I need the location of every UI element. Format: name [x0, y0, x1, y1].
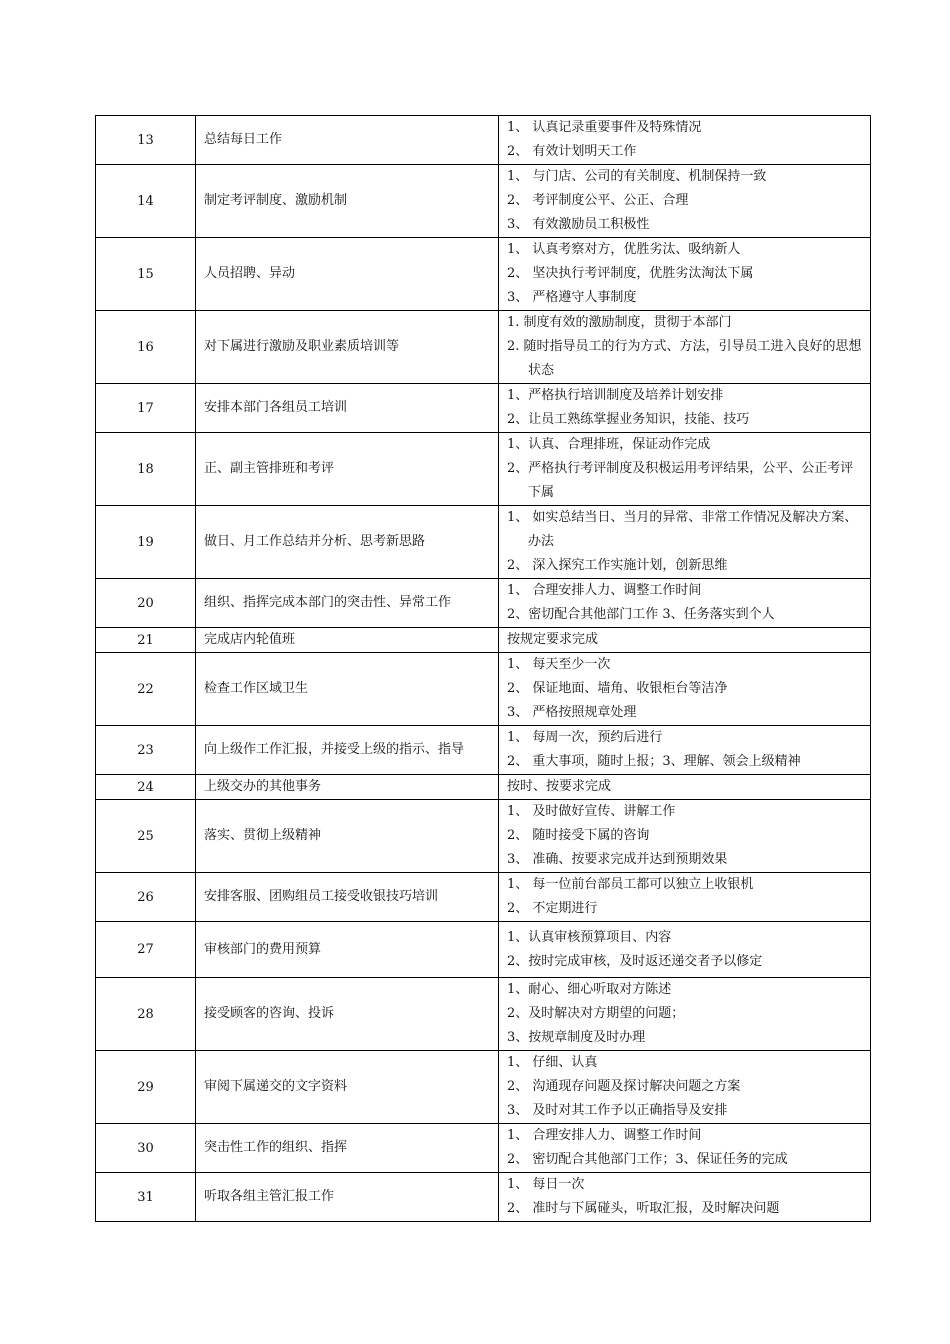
standard-item: 1、 每一位前台部员工都可以独立上收银机 — [507, 877, 754, 892]
standard-item: 3、 严格按照规章处理 — [507, 705, 637, 720]
task-description: 完成店内轮值班 — [196, 628, 499, 653]
standard-cell — [499, 653, 871, 726]
standard-item: 2、密切配合其他部门工作 3、任务落实到个人 — [507, 607, 775, 622]
standard-item: 1、认真、合理排班，保证动作完成 — [507, 437, 711, 452]
row-number: 16 — [96, 311, 196, 384]
table-row — [96, 873, 871, 922]
task-description: 上级交办的其他事务 — [196, 775, 499, 800]
row-number: 13 — [96, 116, 196, 165]
standard-cell — [499, 800, 871, 873]
standard-cell — [499, 579, 871, 628]
standard-item: 2、 保证地面、墙角、收银柜台等洁净 — [507, 681, 728, 696]
task-description: 听取各组主管汇报工作 — [196, 1173, 499, 1222]
row-number: 22 — [96, 653, 196, 726]
standard-item: 2、 准时与下属碰头，听取汇报，及时解决问题 — [507, 1201, 780, 1216]
standard-item: 1、 仔细、认真 — [507, 1055, 598, 1070]
standard-cell — [499, 384, 871, 433]
standard-item: 1、 合理安排人力、调整工作时间 — [507, 583, 702, 598]
table-row — [96, 628, 871, 653]
task-description: 审阅下属递交的文字资料 — [196, 1051, 499, 1124]
table-row — [96, 922, 871, 978]
row-number: 30 — [96, 1124, 196, 1173]
standard-cell — [499, 873, 871, 922]
task-description: 审核部门的费用预算 — [196, 922, 499, 978]
row-number: 23 — [96, 726, 196, 775]
standard-item: 2、 密切配合其他部门工作；3、保证任务的完成 — [507, 1152, 788, 1167]
standard-item: 1、认真审核预算项目、内容 — [507, 929, 672, 945]
standard-item: 2、让员工熟练掌握业务知识，技能、技巧 — [507, 412, 750, 427]
standard-item: 3、 有效激励员工积极性 — [507, 217, 650, 232]
task-description: 向上级作工作汇报，并接受上级的指示、指导 — [196, 726, 499, 775]
standard-item: 3、 严格遵守人事制度 — [507, 290, 637, 305]
table-row — [96, 1124, 871, 1173]
standard-item: 3、 准确、按要求完成并达到预期效果 — [507, 852, 728, 867]
table-row — [96, 1173, 871, 1222]
table-row — [96, 775, 871, 800]
standard-item: 3、按规章制度及时办理 — [507, 1030, 646, 1045]
standard-cell — [499, 1173, 871, 1222]
standard-cell — [499, 1051, 871, 1124]
standard-item: 3、 及时对其工作予以正确指导及安排 — [507, 1103, 728, 1118]
table-row — [96, 1051, 871, 1124]
standard-item: 2. 随时指导员工的行为方式、方法，引导员工进入良好的思想状态 — [507, 339, 862, 378]
standard-item: 1、 认真考察对方，优胜劣汰、吸纳新人 — [507, 242, 741, 257]
table-row — [96, 506, 871, 579]
row-number: 25 — [96, 800, 196, 873]
task-description: 对下属进行激励及职业素质培训等 — [196, 311, 499, 384]
standard-item: 2、 考评制度公平、公正、合理 — [507, 193, 689, 208]
table-row — [96, 800, 871, 873]
row-number: 24 — [96, 775, 196, 800]
task-description: 组织、指挥完成本部门的突击性、异常工作 — [196, 579, 499, 628]
table-row — [96, 653, 871, 726]
task-description: 安排本部门各组员工培训 — [196, 384, 499, 433]
row-number: 28 — [96, 978, 196, 1051]
standard-item: 1、 认真记录重要事件及特殊情况 — [507, 120, 702, 135]
table-row — [96, 165, 871, 238]
task-description: 正、副主管排班和考评 — [196, 433, 499, 506]
row-number: 27 — [96, 922, 196, 978]
table-row — [96, 726, 871, 775]
task-description: 检查工作区域卫生 — [196, 653, 499, 726]
standard-cell — [499, 311, 871, 384]
standard-item: 2、 坚决执行考评制度，优胜劣汰淘汰下属 — [507, 266, 754, 281]
task-description: 总结每日工作 — [196, 116, 499, 165]
task-description: 接受顾客的咨询、投诉 — [196, 978, 499, 1051]
standard-item: 1、耐心、细心听取对方陈述 — [507, 982, 672, 997]
row-number: 18 — [96, 433, 196, 506]
standard-cell — [499, 978, 871, 1051]
row-number: 17 — [96, 384, 196, 433]
standard-cell — [499, 922, 871, 978]
standard-item: 1、 及时做好宣传、讲解工作 — [507, 804, 676, 819]
row-number: 31 — [96, 1173, 196, 1222]
row-number: 26 — [96, 873, 196, 922]
standard-item: 1、严格执行培训制度及培养计划安排 — [507, 388, 724, 403]
standard-item: 2、及时解决对方期望的问题； — [507, 1006, 685, 1021]
task-description: 制定考评制度、激励机制 — [196, 165, 499, 238]
standard-cell — [499, 628, 871, 653]
row-number: 29 — [96, 1051, 196, 1124]
task-description: 人员招聘、异动 — [196, 238, 499, 311]
standard-item: 2、 深入探究工作实施计划，创新思维 — [507, 558, 728, 573]
standard-cell — [499, 433, 871, 506]
row-number: 15 — [96, 238, 196, 311]
task-description: 突击性工作的组织、指挥 — [196, 1124, 499, 1173]
standard-item: 1、 如实总结当日、当月的异常、非常工作情况及解决方案、办法 — [507, 510, 858, 549]
standard-item: 2、 有效计划明天工作 — [507, 144, 637, 159]
standard-item: 2、 不定期进行 — [507, 901, 598, 916]
standard-cell — [499, 238, 871, 311]
table-row — [96, 311, 871, 384]
duty-table — [95, 115, 871, 1222]
standard-cell — [499, 726, 871, 775]
standard-item: 按时、按要求完成 — [507, 779, 612, 794]
standard-item: 2、按时完成审核，及时返还递交者予以修定 — [507, 953, 763, 969]
standard-item: 2、 重大事项，随时上报；3、理解、领会上级精神 — [507, 754, 801, 769]
task-description: 做日、月工作总结并分析、思考新思路 — [196, 506, 499, 579]
row-number: 19 — [96, 506, 196, 579]
standard-cell — [499, 1124, 871, 1173]
standard-cell — [499, 116, 871, 165]
standard-cell — [499, 165, 871, 238]
standard-cell — [499, 506, 871, 579]
table-row — [96, 238, 871, 311]
standard-cell — [499, 775, 871, 800]
standard-item: 1、 每日一次 — [507, 1177, 585, 1192]
row-number: 20 — [96, 579, 196, 628]
standard-item: 2、 沟通现存问题及探讨解决问题之方案 — [507, 1079, 741, 1094]
table-row — [96, 579, 871, 628]
row-number: 14 — [96, 165, 196, 238]
standard-item: 1、 与门店、公司的有关制度、机制保持一致 — [507, 169, 767, 184]
table-row — [96, 978, 871, 1051]
table-row — [96, 433, 871, 506]
table-row — [96, 116, 871, 165]
standard-item: 1. 制度有效的激励制度，贯彻于本部门 — [507, 315, 732, 330]
standard-item: 2、 随时接受下属的咨询 — [507, 828, 650, 843]
table-row — [96, 384, 871, 433]
standard-item: 按规定要求完成 — [507, 632, 599, 647]
standard-item: 1、 合理安排人力、调整工作时间 — [507, 1128, 702, 1143]
task-description: 落实、贯彻上级精神 — [196, 800, 499, 873]
standard-item: 1、 每周一次，预约后进行 — [507, 730, 663, 745]
task-description: 安排客服、团购组员工接受收银技巧培训 — [196, 873, 499, 922]
standard-item: 2、严格执行考评制度及积极运用考评结果，公平、公正考评下属 — [507, 461, 854, 500]
standard-item: 1、 每天至少一次 — [507, 657, 611, 672]
row-number: 21 — [96, 628, 196, 653]
